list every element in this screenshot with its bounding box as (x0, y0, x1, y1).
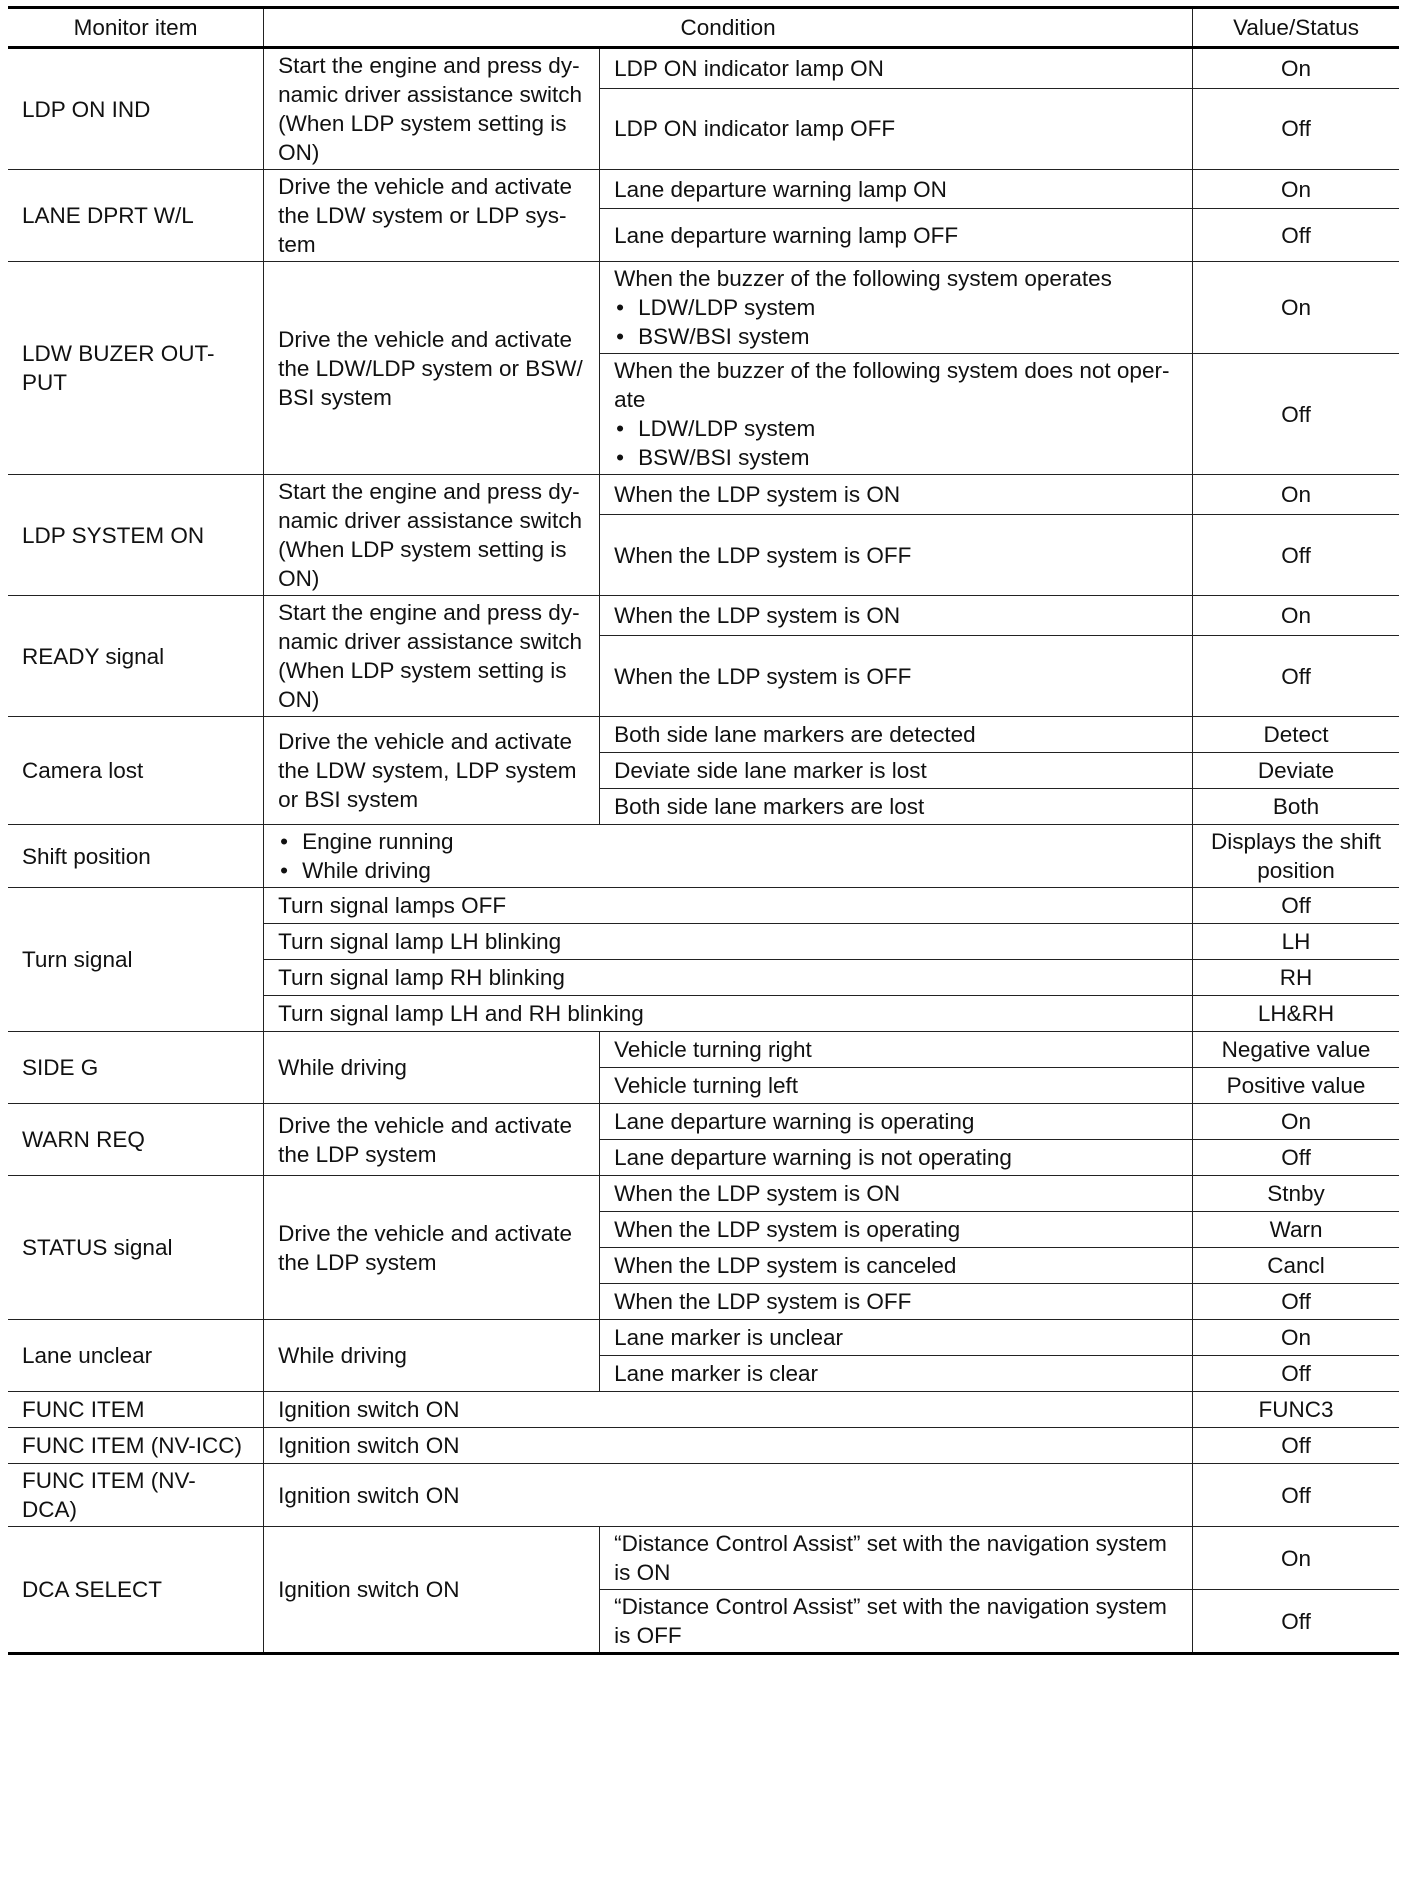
monitor-item-cell: SIDE G (8, 1032, 264, 1104)
condition-cell: Ignition switch ON (264, 1428, 1193, 1464)
monitor-item-cell: LDW BUZER OUT-PUT (8, 262, 264, 475)
sub-condition-cell: Deviate side lane marker is lost (600, 753, 1193, 789)
monitor-item-cell: DCA SELECT (8, 1527, 264, 1654)
table-row (8, 170, 1399, 209)
sub-condition-cell: Lane marker is unclear (600, 1320, 1193, 1356)
value-cell: LH&RH (1193, 996, 1399, 1032)
header-condition: Condition (264, 8, 1193, 48)
value-cell: Off (1193, 1428, 1399, 1464)
monitor-item-cell: LDP ON IND (8, 48, 264, 170)
sub-condition-cell: When the LDP system is OFF (600, 636, 1193, 717)
monitor-item-cell: STATUS signal (8, 1176, 264, 1320)
bullet-item: • BSW/BSI system (614, 322, 1178, 351)
condition-cell: Drive the vehicle and activate the LDW system, LDP system or BSI system (264, 717, 600, 825)
monitor-item-table (8, 6, 1399, 1655)
sub-condition-cell: Lane departure warning lamp OFF (600, 209, 1193, 262)
sub-condition-cell: “Distance Control Assist” set with the navigation system is OFF (600, 1590, 1193, 1654)
sub-condition-cell: LDP ON indicator lamp OFF (600, 88, 1193, 169)
value-cell: Cancl (1193, 1248, 1399, 1284)
bullet-item: • LDW/LDP system (614, 293, 1178, 322)
value-cell: Off (1193, 209, 1399, 262)
sub-condition-cell: Lane departure warning is not operating (600, 1140, 1193, 1176)
table-row (8, 48, 1399, 89)
bullet-list (614, 414, 1178, 472)
condition-cell: Start the engine and press dy-namic driver assistance switch (When LDP system setting is ON) (264, 596, 600, 717)
condition-cell: Drive the vehicle and activate the LDP system (264, 1176, 600, 1320)
value-cell: Both (1193, 789, 1399, 825)
value-cell: RH (1193, 960, 1399, 996)
sub-condition-cell: Both side lane markers are detected (600, 717, 1193, 753)
bullet-item: • Engine running (278, 827, 1178, 856)
value-cell: Off (1193, 1140, 1399, 1176)
value-cell: LH (1193, 924, 1399, 960)
condition-cell: Start the engine and press dy-namic driver assistance switch (When LDP system setting is ON) (264, 475, 600, 596)
table-row (8, 1032, 1399, 1068)
monitor-item-cell: Lane unclear (8, 1320, 264, 1392)
monitor-item-cell: Shift position (8, 825, 264, 888)
monitor-item-cell: LANE DPRT W/L (8, 170, 264, 262)
table-row (8, 1464, 1399, 1527)
sub-condition-cell: Lane marker is clear (600, 1356, 1193, 1392)
monitor-item-cell: FUNC ITEM (8, 1392, 264, 1428)
sub-condition-cell: When the LDP system is ON (600, 1176, 1193, 1212)
sub-condition-cell: Vehicle turning right (600, 1032, 1193, 1068)
sub-condition-text: When the buzzer of the following system does not oper-ate (614, 358, 1170, 412)
monitor-item-cell: Turn signal (8, 888, 264, 1032)
monitor-item-cell: FUNC ITEM (NV-DCA) (8, 1464, 264, 1527)
value-cell: Stnby (1193, 1176, 1399, 1212)
value-cell: FUNC3 (1193, 1392, 1399, 1428)
condition-cell (264, 825, 1193, 888)
value-cell: Off (1193, 515, 1399, 596)
value-cell: Off (1193, 1356, 1399, 1392)
table-row (8, 888, 1399, 924)
monitor-item-cell: Camera lost (8, 717, 264, 825)
sub-condition-cell: Lane departure warning is operating (600, 1104, 1193, 1140)
value-cell: Deviate (1193, 753, 1399, 789)
value-cell: On (1193, 1527, 1399, 1590)
sub-condition-cell (600, 354, 1193, 475)
condition-cell: Ignition switch ON (264, 1464, 1193, 1527)
header-value-status: Value/Status (1193, 8, 1399, 48)
value-cell: Warn (1193, 1212, 1399, 1248)
condition-cell: Turn signal lamp RH blinking (264, 960, 1193, 996)
value-cell: On (1193, 1104, 1399, 1140)
monitor-item-cell: LDP SYSTEM ON (8, 475, 264, 596)
value-cell: Off (1193, 1590, 1399, 1654)
sub-condition-cell: Lane departure warning lamp ON (600, 170, 1193, 209)
value-cell: On (1193, 170, 1399, 209)
table-row (8, 596, 1399, 636)
sub-condition-cell: Both side lane markers are lost (600, 789, 1193, 825)
monitor-item-cell: WARN REQ (8, 1104, 264, 1176)
sub-condition-cell: When the LDP system is ON (600, 475, 1193, 515)
condition-cell: Ignition switch ON (264, 1392, 1193, 1428)
sub-condition-cell: When the LDP system is canceled (600, 1248, 1193, 1284)
table-row (8, 1392, 1399, 1428)
table-row (8, 717, 1399, 753)
condition-cell: Ignition switch ON (264, 1527, 600, 1654)
value-cell: Negative value (1193, 1032, 1399, 1068)
sub-condition-cell: LDP ON indicator lamp ON (600, 48, 1193, 89)
value-cell: Off (1193, 1284, 1399, 1320)
value-cell: Off (1193, 88, 1399, 169)
value-cell: On (1193, 1320, 1399, 1356)
bullet-item: • BSW/BSI system (614, 443, 1178, 472)
condition-cell: Start the engine and press dy-namic driver assistance switch (When LDP system setting is ON) (264, 48, 600, 170)
table-row (8, 825, 1399, 888)
value-cell: Off (1193, 354, 1399, 475)
header-monitor-item: Monitor item (8, 8, 264, 48)
table-row (8, 262, 1399, 354)
value-cell: On (1193, 48, 1399, 89)
condition-cell: Turn signal lamp LH blinking (264, 924, 1193, 960)
table-row (8, 1176, 1399, 1212)
table-row (8, 475, 1399, 515)
bullet-item: • While driving (278, 856, 1178, 885)
monitor-item-cell: READY signal (8, 596, 264, 717)
monitor-item-cell: FUNC ITEM (NV-ICC) (8, 1428, 264, 1464)
value-cell: Off (1193, 888, 1399, 924)
table-row (8, 1527, 1399, 1590)
value-cell: On (1193, 475, 1399, 515)
condition-cell: While driving (264, 1032, 600, 1104)
sub-condition-cell: When the LDP system is ON (600, 596, 1193, 636)
condition-cell: While driving (264, 1320, 600, 1392)
sub-condition-text: When the buzzer of the following system operates (614, 266, 1112, 291)
sub-condition-cell: Vehicle turning left (600, 1068, 1193, 1104)
value-cell: Off (1193, 1464, 1399, 1527)
sub-condition-cell: When the LDP system is OFF (600, 1284, 1193, 1320)
table-row (8, 1320, 1399, 1356)
value-cell: On (1193, 596, 1399, 636)
table-header-row (8, 8, 1399, 48)
table-row (8, 1428, 1399, 1464)
sub-condition-cell: When the LDP system is operating (600, 1212, 1193, 1248)
condition-cell: Drive the vehicle and activate the LDW/LDP system or BSW/ BSI system (264, 262, 600, 475)
value-cell: Off (1193, 636, 1399, 717)
sub-condition-cell: When the LDP system is OFF (600, 515, 1193, 596)
bullet-item: • LDW/LDP system (614, 414, 1178, 443)
condition-cell: Drive the vehicle and activate the LDW system or LDP sys-tem (264, 170, 600, 262)
value-cell: Detect (1193, 717, 1399, 753)
sub-condition-cell: “Distance Control Assist” set with the navigation system is ON (600, 1527, 1193, 1590)
bullet-list (278, 827, 1178, 885)
condition-cell: Drive the vehicle and activate the LDP system (264, 1104, 600, 1176)
bullet-list (614, 293, 1178, 351)
condition-cell: Turn signal lamps OFF (264, 888, 1193, 924)
condition-cell: Turn signal lamp LH and RH blinking (264, 996, 1193, 1032)
value-cell: On (1193, 262, 1399, 354)
value-cell: Positive value (1193, 1068, 1399, 1104)
sub-condition-cell (600, 262, 1193, 354)
value-cell: Displays the shift position (1193, 825, 1399, 888)
table-row (8, 1104, 1399, 1140)
